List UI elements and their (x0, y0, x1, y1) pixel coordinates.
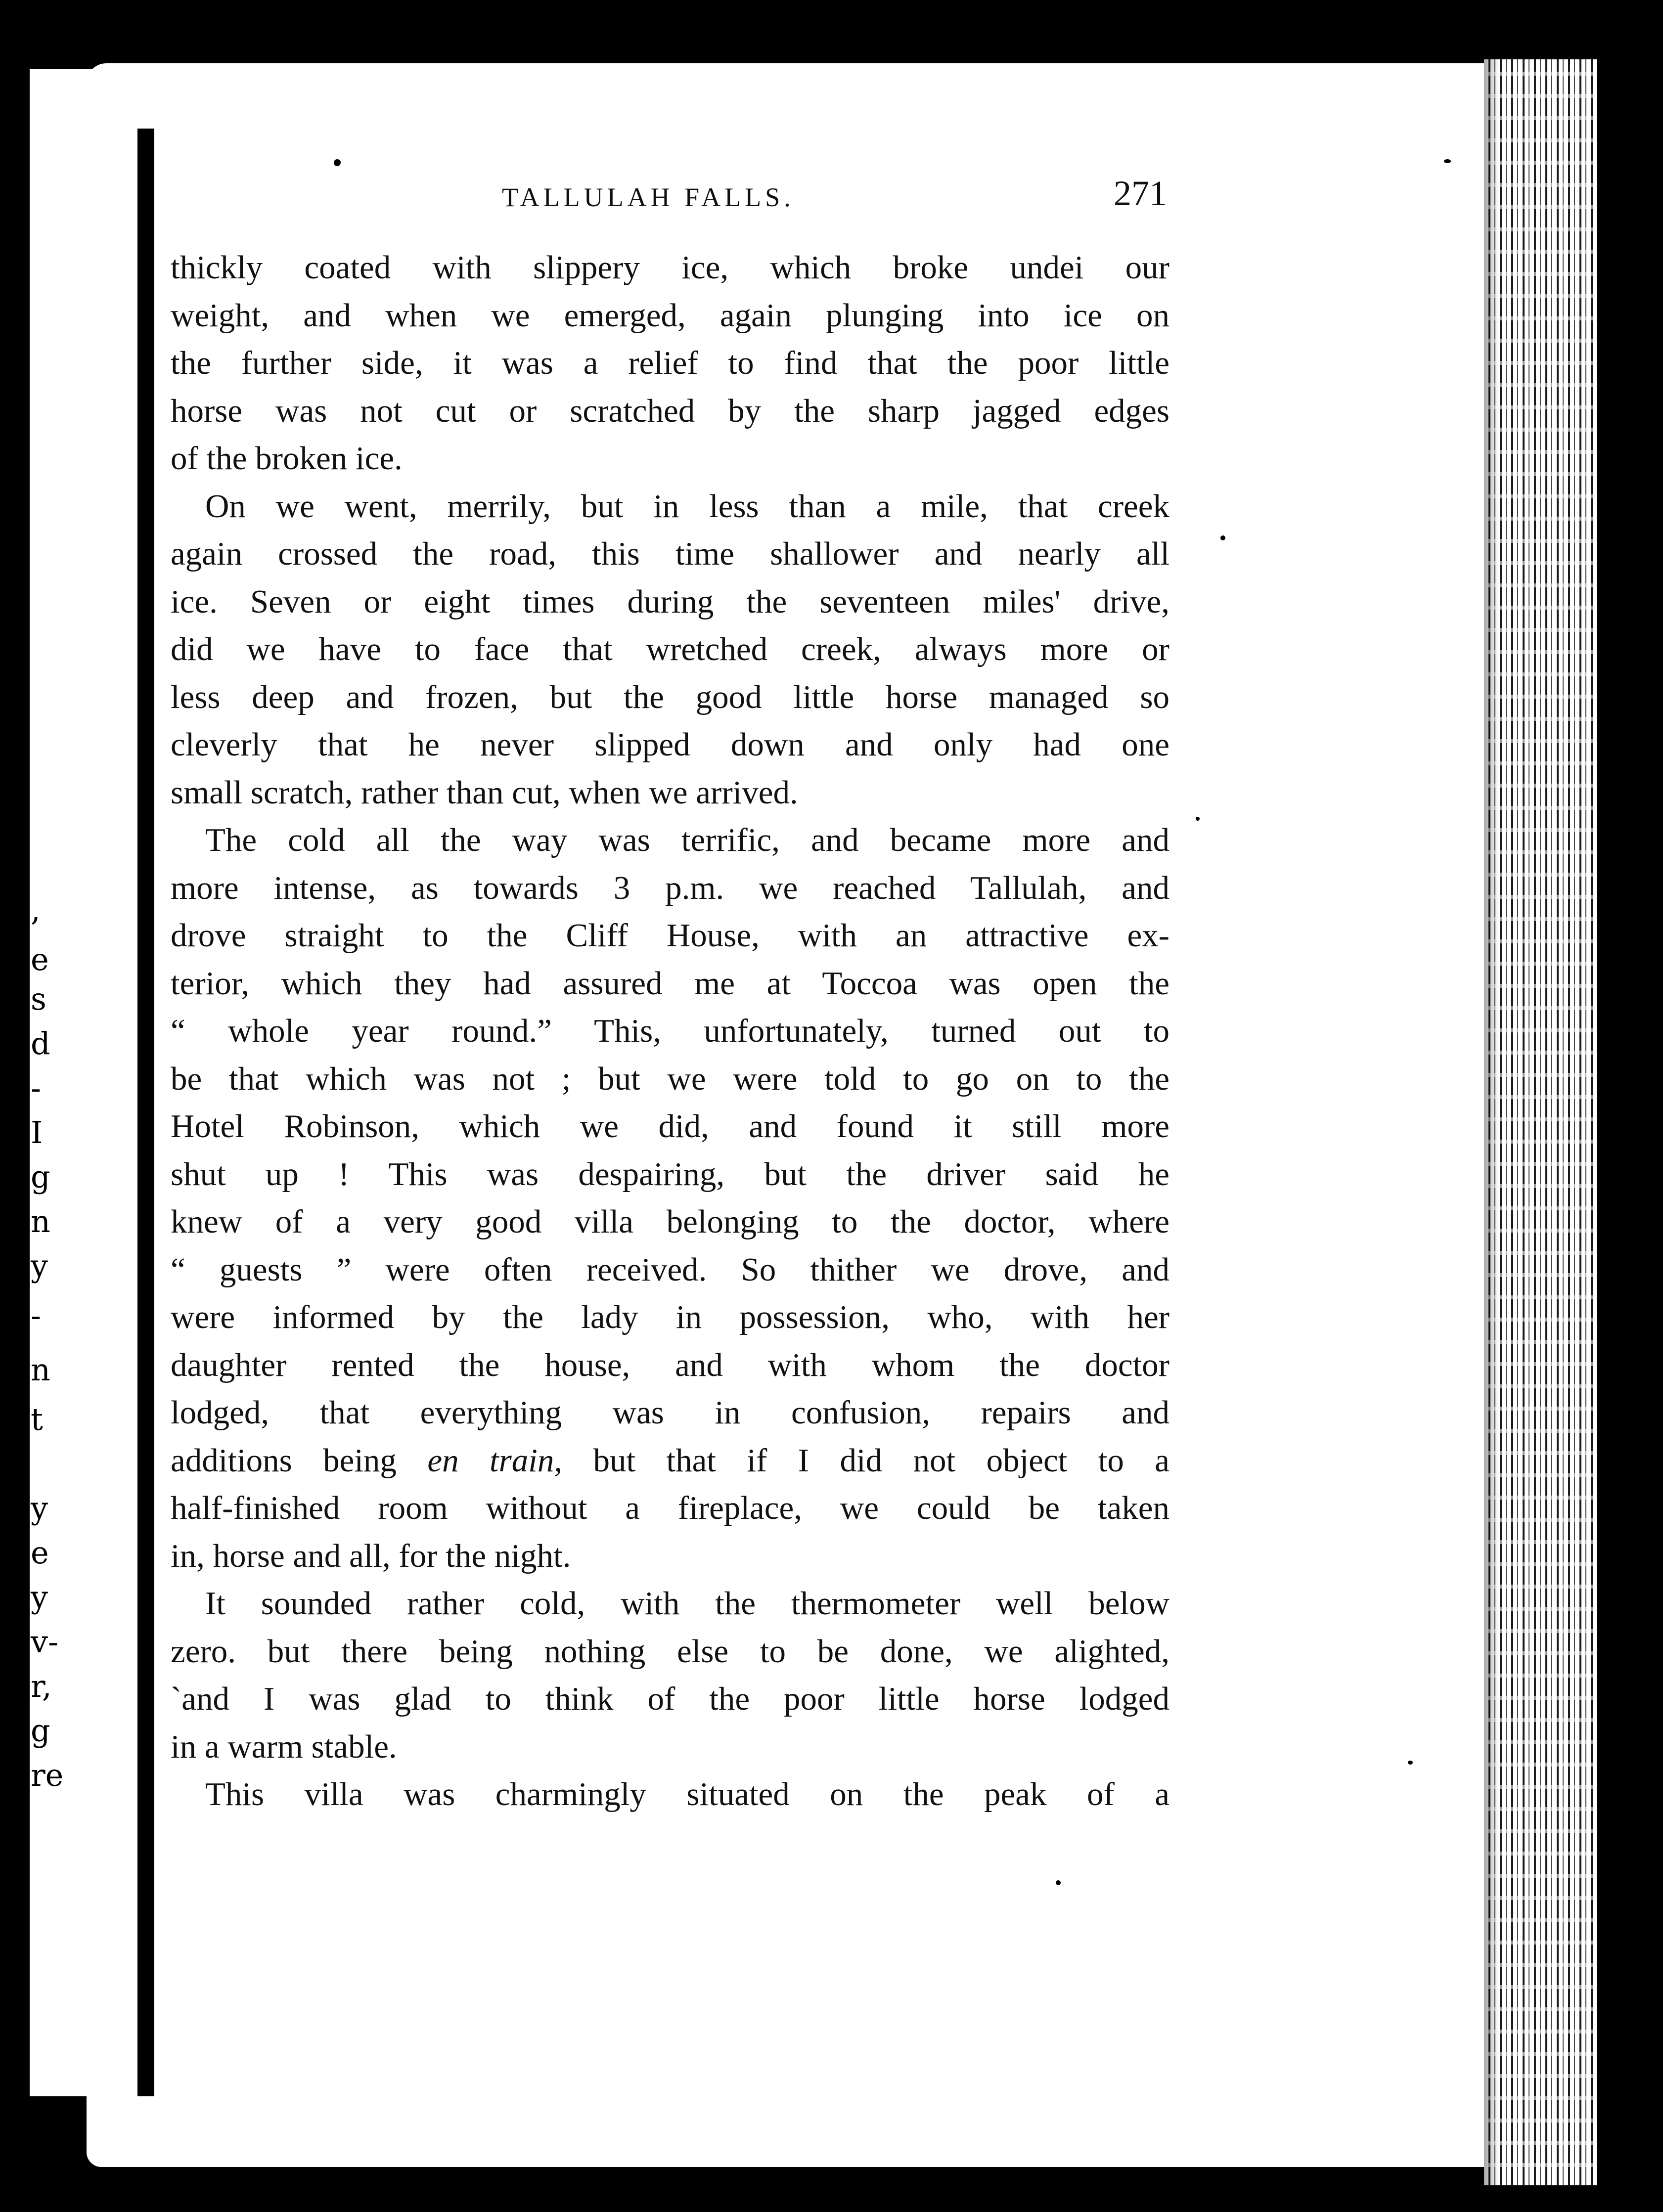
binding-shadow-line (137, 129, 154, 2096)
text-line: less deep and frozen, but the good little horse managed so (171, 678, 1169, 715)
text-line: On we went, merrily, but in less than a mile, that creek (205, 487, 1169, 525)
facing-fragment: g (31, 1713, 50, 1749)
text-line: again crossed the road, this time shallower and nearly all (171, 535, 1169, 572)
text-fragment: but that if I did not object to a (562, 1442, 1169, 1479)
text-line: ice. Seven or eight times during the seventeen miles' drive, (171, 583, 1169, 620)
facing-fragment: d (31, 1025, 50, 1062)
text-line-with-italic (171, 1437, 1169, 1485)
page-edge-shadow (1484, 59, 1499, 2185)
text-line: This villa was charmingly situated on the peak of a (205, 1776, 1169, 1813)
facing-fragment: y (31, 1579, 48, 1615)
text-line: terior, which they had assured me at Toccoa was open the (171, 965, 1169, 1002)
facing-fragment: s (31, 981, 46, 1017)
text-line: in, horse and all, for the night. (171, 1537, 571, 1574)
facing-fragment: n (31, 1352, 50, 1388)
text-line: small scratch, rather than cut, when we arrived. (171, 774, 798, 811)
text-fragment: additions being (171, 1442, 428, 1479)
text-line: of the broken ice. (171, 440, 403, 477)
ink-speck (1196, 817, 1200, 821)
facing-fragment: e (31, 941, 49, 977)
text-line: cleverly that he never slipped down and only had one (171, 726, 1169, 763)
facing-fragment: y (31, 1490, 48, 1526)
ink-speck (334, 159, 341, 166)
facing-fragment: n (31, 1203, 50, 1239)
text-line: horse was not cut or scratched by the sharp jagged edges (171, 392, 1169, 429)
text-line: `and I was glad to think of the poor little horse lodged (171, 1681, 1169, 1717)
text-line: in a warm stable. (171, 1728, 397, 1765)
facing-fragment: - (31, 1070, 41, 1106)
ink-speck (1220, 535, 1225, 540)
page-number: 271 (1114, 174, 1167, 213)
text-line: did we have to face that wretched creek, always more or (171, 631, 1169, 667)
facing-fragment: y (31, 1248, 48, 1284)
text-line: more intense, as towards 3 p.m. we reached Tallulah, and (171, 869, 1169, 906)
ink-speck (1408, 1761, 1413, 1765)
facing-fragment: - (31, 1297, 41, 1333)
running-head (173, 173, 1167, 232)
text-line: The cold all the way was terrific, and became more and (205, 822, 1169, 858)
facing-fragment: I (31, 1114, 43, 1150)
text-line: shut up ! This was despairing, but the driver said he (171, 1155, 1169, 1193)
facing-fragment: t (31, 1401, 43, 1437)
text-line: knew of a very good villa belonging to the doctor, where (171, 1203, 1169, 1240)
facing-fragment: , (31, 892, 41, 928)
facing-fragment: v- (31, 1624, 58, 1660)
facing-fragment: re (31, 1757, 64, 1793)
running-title: TALLULAH FALLS. (502, 182, 795, 212)
text-line: be that which was not ; but we were told to go on to the (171, 1060, 1169, 1097)
facing-fragment: r, (31, 1668, 52, 1704)
facing-fragment: g (31, 1159, 50, 1195)
text-line: Hotel Robinson, which we did, and found it still more (171, 1108, 1169, 1145)
text-line: thickly coated with slippery ice, which broke undei our (171, 249, 1169, 286)
body-text (171, 244, 1169, 1818)
facing-page-edge (0, 69, 87, 2096)
italic-phrase: en train, (427, 1442, 563, 1479)
facing-fragment: e (31, 1535, 49, 1571)
text-line: zero. but there being nothing else to be done, we alighted, (171, 1633, 1169, 1670)
ink-speck (1056, 1880, 1061, 1885)
text-line: drove straight to the Cliff House, with an attractive ex- (171, 917, 1169, 954)
text-line: It sounded rather cold, with the thermometer well below (205, 1585, 1169, 1622)
text-line: lodged, that everything was in confusion, repairs and (171, 1394, 1169, 1431)
text-line: “ guests ” were often received. So thither we drove, and (171, 1251, 1169, 1288)
text-line: “ whole year round.” This, unfortunately, turned out to (171, 1013, 1169, 1049)
text-line: the further side, it was a relief to find that the poor little (171, 345, 1169, 381)
ink-speck (1444, 159, 1451, 163)
text-line: daughter rented the house, and with whom the doctor (171, 1346, 1169, 1383)
book-cover-edge (1597, 59, 1663, 2185)
text-line: weight, and when we emerged, again plunging into ice on (171, 297, 1169, 334)
text-line: were informed by the lady in possession, who, with her (171, 1299, 1169, 1335)
text-line: half-finished room without a fireplace, we could be taken (171, 1490, 1169, 1526)
